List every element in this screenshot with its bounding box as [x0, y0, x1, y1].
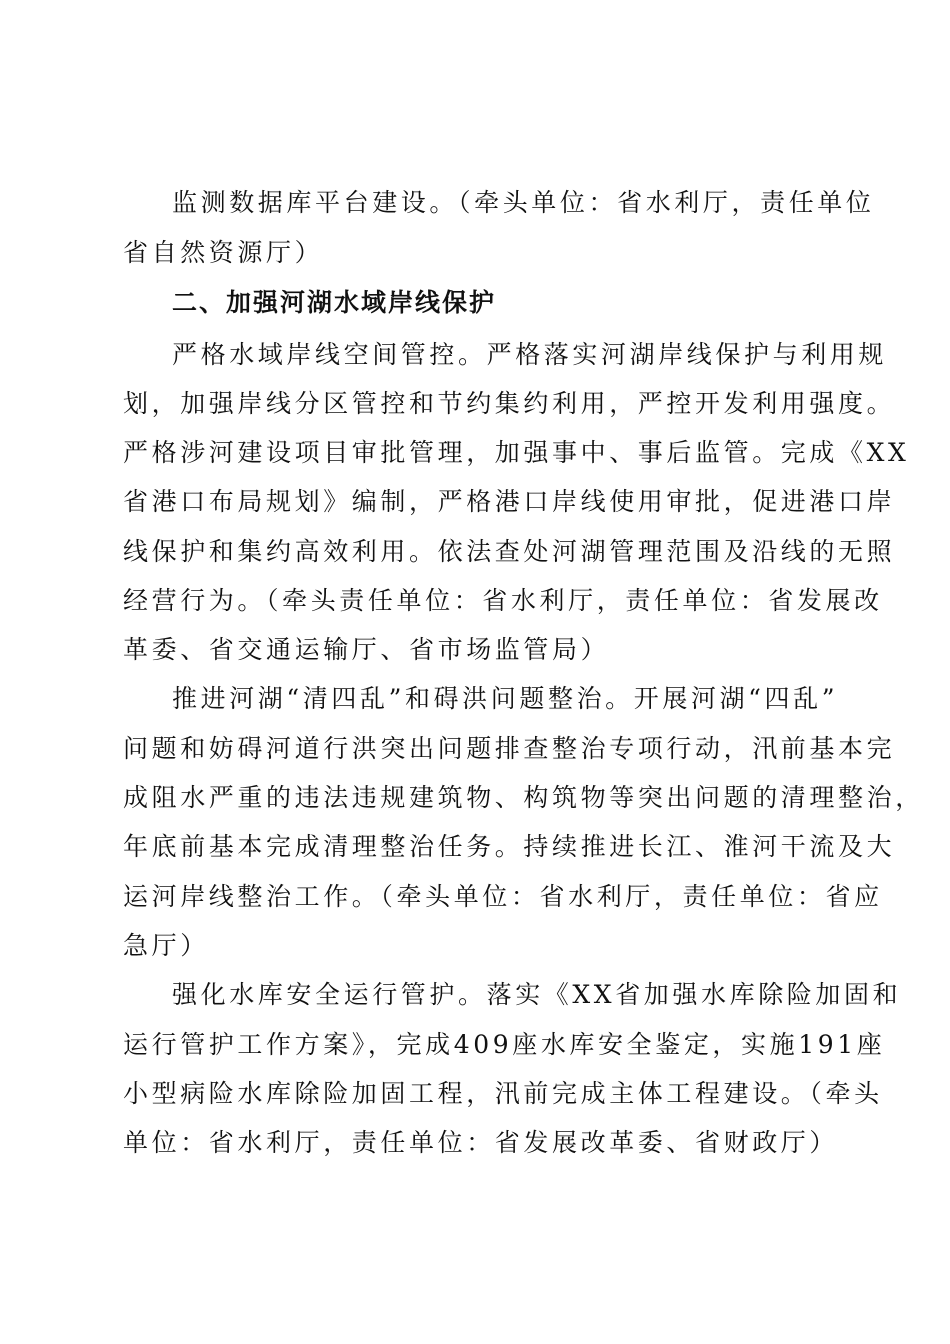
para4-line-4: 单位：省水利厅，责任单位：省发展改革委、省财政厅）	[123, 1128, 839, 1157]
para3-line-6: 急厅）	[123, 931, 209, 960]
para2-line-7: 革委、省交通运输厅、省市场监管局）	[123, 635, 610, 664]
para2-line-5: 线保护和集约高效利用。依法查处河湖管理范围及沿线的无照	[123, 537, 896, 566]
para1-line-2: 省自然资源厅）	[123, 238, 324, 267]
para2-line-6: 经营行为。（牵头责任单位：省水利厅，责任单位：省发展改	[123, 586, 883, 615]
section-heading: 二、加强河湖水域岸线保护	[172, 288, 497, 317]
para2-line-2: 划，加强岸线分区管控和节约集约利用，严控开发利用强度。	[123, 389, 896, 418]
para3-line-3: 成阻水严重的违法违规建筑物、构筑物等突出问题的清理整治，	[123, 783, 924, 812]
para2-line-4: 省港口布局规划》编制，严格港口岸线使用审批，促进港口岸	[123, 487, 896, 516]
para3-line-1: 推进河湖“清四乱”和碍洪问题整治。开展河湖“四乱”	[172, 684, 839, 713]
para4-line-1: 强化水库安全运行管护。落实《XX省加强水库除险加固和	[172, 980, 902, 1009]
para3-line-2: 问题和妨碍河道行洪突出问题排查整治专项行动，汛前基本完	[123, 734, 896, 763]
para2-line-3: 严格涉河建设项目审批管理，加强事中、事后监管。完成《XX	[123, 438, 910, 467]
para3-line-5: 运河岸线整治工作。（牵头单位：省水利厅，责任单位：省应	[123, 882, 883, 911]
para1-line-1: 监测数据库平台建设。（牵头单位：省水利厅，责任单位	[172, 188, 875, 217]
para2-line-1: 严格水域岸线空间管控。严格落实河湖岸线保护与利用规	[172, 340, 888, 369]
para4-line-2: 运行管护工作方案》，完成409座水库安全鉴定，实施191座	[123, 1030, 886, 1059]
para4-line-3: 小型病险水库除险加固工程，汛前完成主体工程建设。（牵头	[123, 1079, 883, 1108]
para3-line-4: 年底前基本完成清理整治任务。持续推进长江、淮河干流及大	[123, 832, 896, 861]
